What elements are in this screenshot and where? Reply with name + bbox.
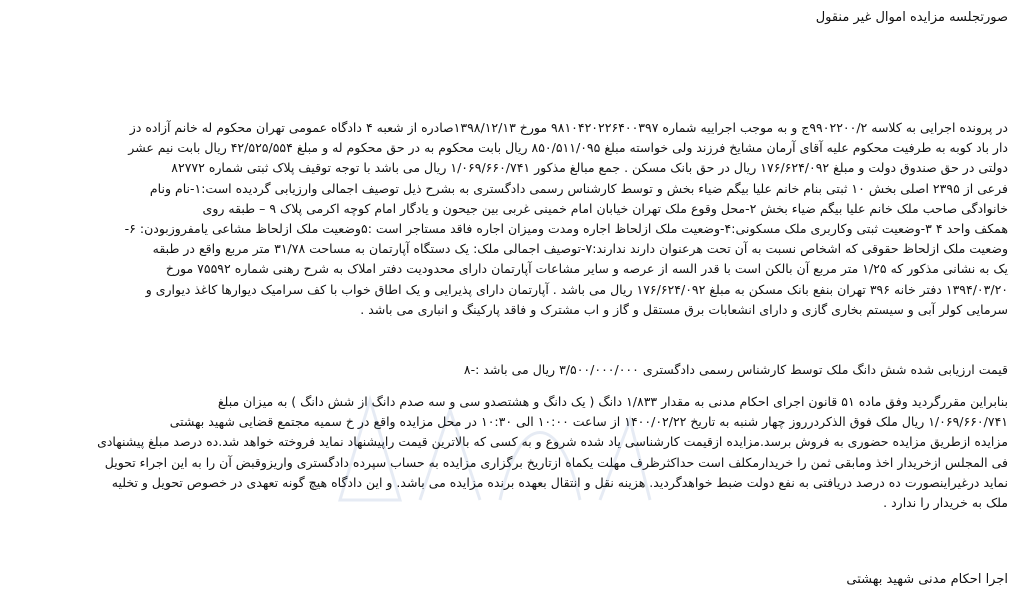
text-line: ملک به خریدار را ندارد . (883, 495, 1008, 511)
text-line: فی المجلس ازخریدار اخذ ومابقی ثمن را خریدارمکلف است حداکثرظرف مهلت یکماه ازتاریخ برگزاری مزایده به حساب سپرده دادگستری واریزوقبض آن را به این اجراء تحویل (104, 454, 1008, 470)
text-line: دار باد کوبه به طرفیت محکوم علیه آقای آرمان مشایخ فرزند ولی خواسته مبلغ ۸۵۰/۵۱۱/۰۹۵ ریال بابت محکوم به در حق محکوم له و مبلغ ۴۲/۵۲۵/۵۵۴ ریال بابت نیم عشر (128, 140, 1008, 156)
text-line: ۱۳۹۴/۰۳/۲۰ دفتر خانه ۳۹۶ تهران بنفع بانک مسکن به مبلغ ۱۷۶/۶۲۴/۰۹۲ ریال می باشد . آپارتمان دارای پذیرایی و یک اطاق خواب با کف سرامیک دیوارها کاغذ دیواری و (145, 281, 1008, 297)
document-title: صورتجلسه مزایده اموال غیر منقول (815, 10, 1008, 25)
text-line: یک به نشانی مذکور که ۱/۲۵ متر مربع آن بالکن است با قدر السه از عرصه و سایر مشاعات آپارتمان دارای محدودیت دفتر املاک به شرح رهنی شماره ۷۵۵۹۲ مورخ (165, 261, 1008, 277)
text-line: در پرونده اجرایی به کلاسه ۹۹۰۲۲۰۰/۲ج و به موجب اجراییه شماره ۹۸۱۰۴۲۰۲۲۶۴۰۰۳۹۷ مورخ ۱۳۹۸/۱۲/۱۳صادره از شعبه ۴ دادگاه عمومی تهران محکوم له خانم آزاده دز (129, 120, 1008, 135)
auction-details-paragraph (12, 118, 1008, 320)
text-line: فرعی از ۲۳۹۵ اصلی بخش ۱۰ ثبتی بنام خانم علیا بیگم ضیاء بخش و توسط کارشناس رسمی دادگستری به بشرح ذیل توصیف اجمالی وارزیابی گردیده است:۱-نام ونام (149, 180, 1008, 196)
text-line: همکف واحد ۴ ۳-وضعیت ثبتی وکاربری ملک مسکونی:۴-وضعیت ملک ازلحاظ اجاره ومدت ومیزان اجاره فاقد مستاجر است :۵وضعیت ملک ازلحاظ مشاعی یامفروزبودن: ۶- (124, 221, 1008, 237)
text-line: خانوادگی صاحب ملک خانم علیا بیگم ضیاء بخش ۲-محل وقوع ملک تهران خیابان امام خمینی غربی بین جیحون و یادگار امام کوچه اکرمی پلاک ۹ – طبقه روی (202, 200, 1008, 216)
text-line: ۱/۰۶۹/۶۶۰/۷۴۱ ریال ملک فوق الذکردرروز چهار شنبه به تاریخ ۱۴۰۰/۰۲/۲۲ از ساعت ۱۰:۰۰ الی ۱۰:۳۰ در محل مزایده واقع در خ سمیه مجتمع قضایی شهید بهشتی (169, 414, 1008, 430)
valuation-paragraph (12, 360, 1008, 380)
text-line: مزایده ازطریق مزایده حضوری به فروش برسد.مزایده ازقیمت کارشناسی یاد شده شروع و به کسی که بالاترین قیمت راپیشنهاد نماید فروخته خواهد شد.ده درصد مبلغ پیشنهادی (97, 434, 1008, 450)
text-line: نماید درغیراینصورت ده درصد دریافتی به نفع دولت ضبط خواهدگردید. هزینه نقل و انتقال بعهده برنده مزایده می باشد. و این دادگاه هیچ گونه تعهدی در خصوص تحویل و تخلیه (111, 474, 1008, 490)
text-line: وضعیت ملک ازلحاظ حقوقی که اشخاص نسبت به آن تحت هرعنوان دارند ندارند:۷-توصیف اجمالی ملک: یک دستگاه آپارتمان به مساحت ۳۱/۷۸ متر مربع واقع در طبقه (152, 241, 1008, 257)
text-line: دولتی در حق صندوق دولت و مبلغ ۱۷۶/۶۲۴/۰۹۲ ریال در حق بانک مسکن . جمع مبالغ مذکور ۱/۰۶۹/۶۶۰/۷۴۱ ریال می باشد با توجه توقیف پلاک ثبتی شماره ۸۲۷۷۲ (171, 160, 1008, 176)
text-line: سرمایی کولر آبی و سیستم بخاری گازی و دارای انشعابات برق مستقل و گاز و اب مشترک و فاقد پارکینگ و انباری می باشد . (360, 301, 1008, 317)
text-line: قیمت ارزیابی شده شش دانگ ملک توسط کارشناس رسمی دادگستری ۳/۵۰۰/۰۰۰/۰۰۰ ریال می باشد :-۸ (463, 362, 1008, 377)
text-line: بنابراین مقررگردید وفق ماده ۵۱ قانون اجرای احکام مدنی به مقدار ۱/۸۳۳ دانگ ( یک دانگ و هشتصدو سی و سه صدم دانگ از شش دانگ ) به میزان مبلغ (217, 394, 1008, 409)
auction-terms-paragraph (12, 392, 1008, 513)
signature-line: اجرا احکام مدنی شهید بهشتی (846, 572, 1008, 587)
